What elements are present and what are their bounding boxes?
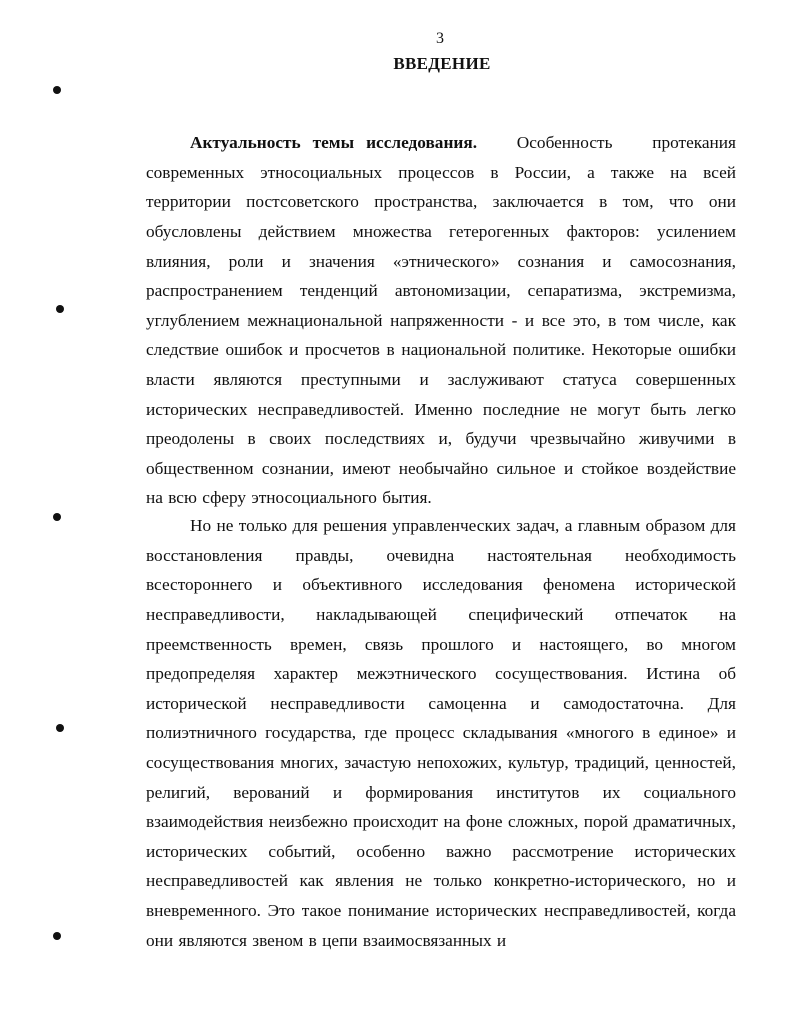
binder-hole-mark	[56, 305, 64, 313]
binder-hole-mark	[53, 932, 61, 940]
section-title: ВВЕДЕНИЕ	[393, 54, 491, 73]
page-number: 3	[436, 30, 444, 47]
paragraph-body: Особенность протекания современных этносоциальных процессов в России, а также на всей территории постсоветского пространства, заключается в том, что они обусловлены действием множества гетерогенных факторов: усилением влияния, роли и значения «этнического» сознания и самосознания, распространением тенденций автономизации, сепаратизма, экстремизма, углублением межнациональной напряженности - и все это, в том числе, как следствие ошибок и просчетов в национальной политике. Некоторые ошибки власти являются преступными и заслуживают статуса совершенных исторических несправедливостей. Именно последние не могут быть легко преодолены в своих последствиях и, будучи чрезвычайно живучими в общественном сознании, имеют необычайно сильное и стойкое воздействие на всю сферу этносоциального бытия.	[146, 133, 736, 508]
paragraph-lead	[190, 133, 477, 152]
binder-hole-mark	[53, 86, 61, 94]
binder-hole-mark	[53, 513, 61, 521]
paragraph-necessity: Но не только для решения управленческих задач, а главным образом для восстановления правды, очевидна настоятельная необходимость всестороннего и объективного исследования феномена исторической несправедливости, накладывающей специфический отпечаток на преемственность времен, связь прошлого и настоящего, во многом предопределяя характер межэтнического сосуществования. Истина об исторической несправедливости самоценна и самодостаточна. Для полиэтничного государства, где процесс складывания «многого в единое» и сосуществования многих, зачастую непохожих, культур, традиций, ценностей, религий, верований и формирования институтов их социального взаимодействия неизбежно происходит на фоне сложных, порой драматичных, исторических событий, особенно важно рассмотрение исторических несправедливостей как явления не только конкретно-исторического, но и вневременного. Это такое понимание исторических несправедливостей, когда они являются звеном в цепи взаимосвязанных и	[146, 516, 736, 950]
lead-word: исследования.	[366, 133, 478, 153]
binder-hole-mark	[56, 724, 64, 732]
lead-word: темы	[312, 133, 355, 153]
lead-word: Актуальность	[190, 133, 301, 153]
paragraph-relevance	[146, 128, 736, 513]
